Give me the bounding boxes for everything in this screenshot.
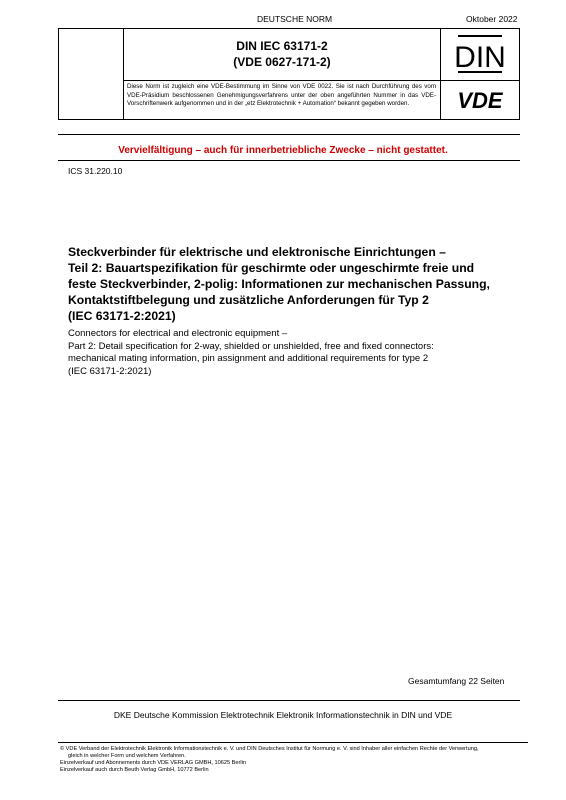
footer-line: Einzelverkauf auch durch Beuth Verlag GmbH, 10772 Berlin	[60, 767, 209, 773]
title-german-line: Teil 2: Bauartspezifikation für geschirmte oder ungeschirmte freie und	[68, 261, 475, 275]
title-english	[68, 328, 528, 378]
separator-bottom	[58, 160, 520, 161]
vde-logo-text: VDE	[457, 88, 503, 113]
vde-notice: Diese Norm ist zugleich eine VDE-Bestimmung im Sinne von VDE 0022. Sie ist nach Durchführung des vom VDE-Präsidium beschlossenen Genehmigungsverfahrens unter der oben angeführten Nummer in das VDE-Vorschriftenwerk aufgenommen und in der „etz Elektrotechnik + Automation“ bekannt gegeben worden.	[127, 83, 436, 108]
title-english-line: Part 2: Detail specification for 2-way, shielded or unshielded, free and fixed connectors:	[68, 340, 434, 352]
footer-line: Einzelverkauf und Abonnements durch VDE VERLAG GMBH, 10625 Berlin	[60, 760, 246, 766]
reproduction-notice: Vervielfältigung – auch für innerbetriebliche Zwecke – nicht gestattet.	[118, 145, 448, 156]
title-german-line: (IEC 63171-2:2021)	[68, 309, 176, 323]
header-left: DEUTSCHE NORM	[257, 14, 333, 24]
title-german	[68, 244, 528, 324]
header-date: Oktober 2022	[466, 14, 518, 24]
vde-logo	[441, 81, 519, 119]
footer-line: © VDE Verband der Elektrotechnik Elektronik Informationstechnik e. V. und DIN Deutsches Institut für Normung e. V. sind Inhaber aller einfachen Rechte der Verwertung,	[60, 746, 479, 752]
separator-top	[58, 134, 520, 135]
title-german-line: feste Steckverbinder, 2-polig: Informationen zur mechanischen Passung,	[68, 277, 490, 291]
separator-committee	[58, 700, 520, 701]
committee-name: DKE Deutsche Kommission Elektrotechnik Elektronik Informationstechnik in DIN und VDE	[113, 710, 453, 720]
title-english-line: mechanical mating information, pin assignment and additional requirements for type 2	[68, 353, 429, 364]
din-logo	[441, 29, 519, 79]
title-english-line: (IEC 63171-2:2021)	[68, 365, 152, 377]
title-english-line: Connectors for electrical and electronic equipment –	[68, 328, 288, 339]
footer-line: gleich in welcher Form und welchem Verfahren.	[68, 753, 186, 759]
total-pages: Gesamtumfang 22 Seiten	[408, 676, 505, 686]
document-number-vde: (VDE 0627-171-2)	[233, 55, 331, 69]
separator-footer	[58, 742, 528, 743]
din-logo-text: DIN	[454, 41, 506, 74]
document-number-din: DIN IEC 63171-2	[236, 39, 328, 53]
title-german-line: Steckverbinder für elektrische und elektronische Einrichtungen –	[68, 245, 446, 259]
document-number	[124, 38, 440, 70]
ics-code: ICS 31.220.10	[68, 166, 123, 176]
copyright-footer	[60, 746, 530, 774]
title-german-line: Kontaktstiftbelegung und zusätzliche Anforderungen für Typ 2	[68, 293, 429, 307]
